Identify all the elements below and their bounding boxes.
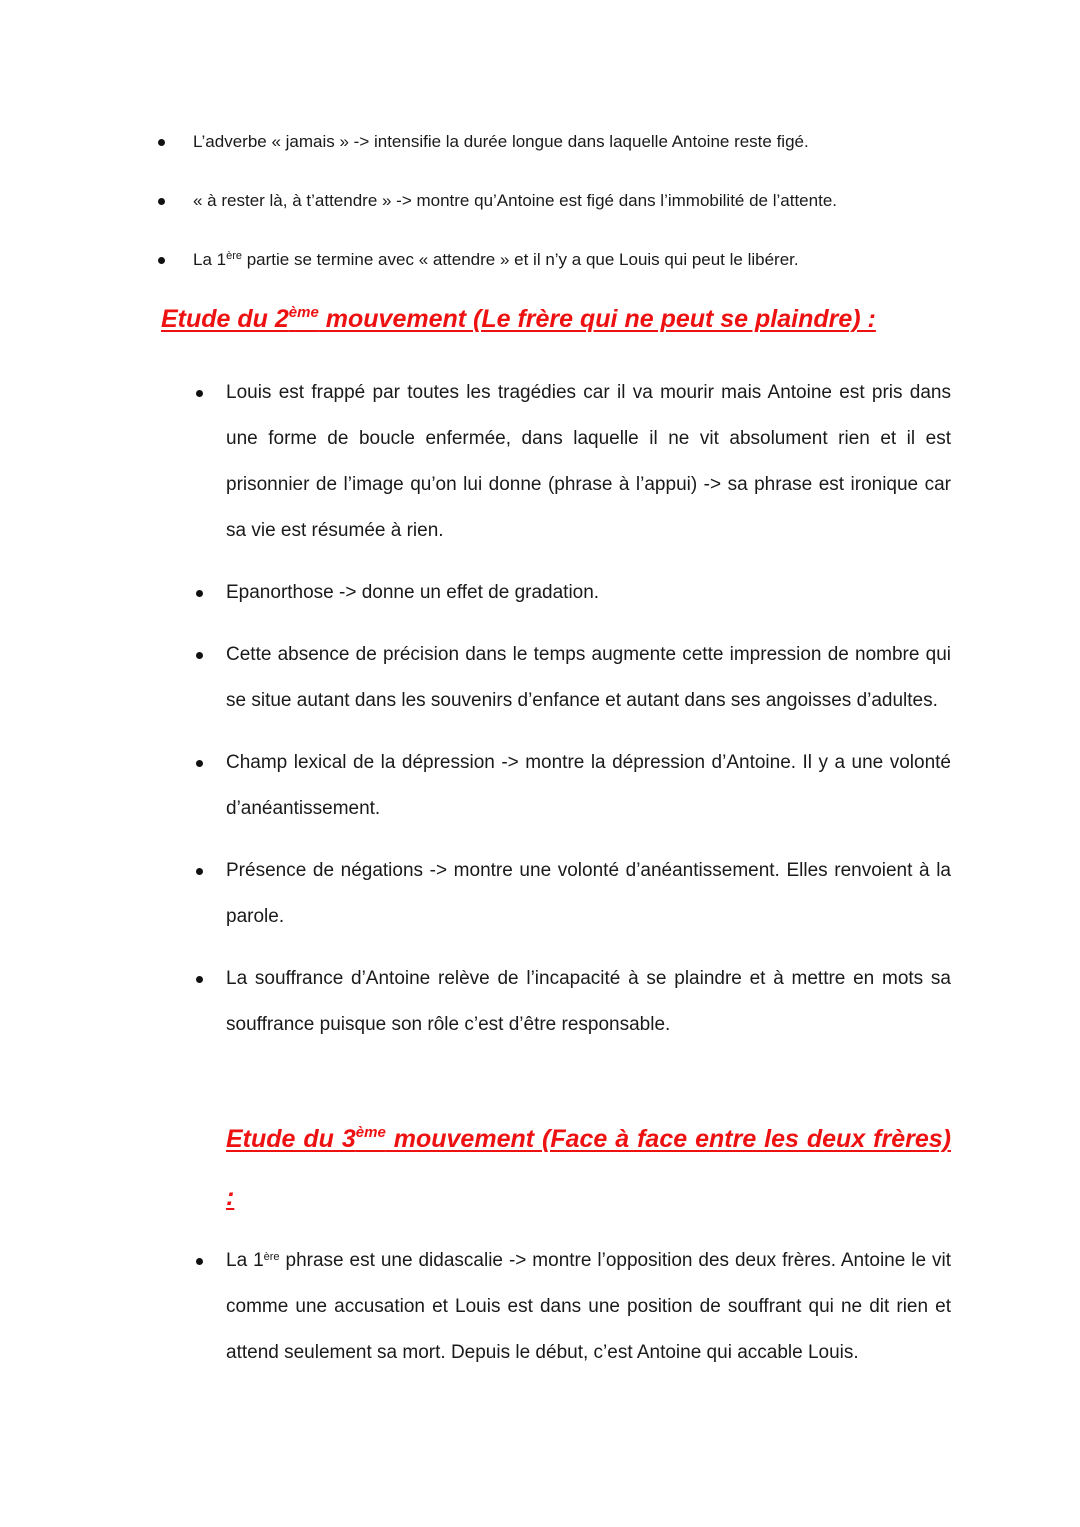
bullet-icon xyxy=(158,257,165,264)
list-item xyxy=(226,956,951,1048)
list-item xyxy=(226,740,951,832)
bullet-icon xyxy=(158,139,165,146)
top-bullet-list xyxy=(0,128,1080,305)
bullet-icon xyxy=(196,760,203,767)
list-item xyxy=(0,128,1080,187)
bullet-icon xyxy=(158,198,165,205)
list-item xyxy=(226,848,951,940)
section-heading-2: Etude du 2ème mouvement (Le frère qui ne peut se plaindre) : xyxy=(161,304,876,333)
bullet-text: La 1ère phrase est une didascalie -> montre l’opposition des deux frères. Antoine le vit comme une accusation et Louis est dans une position de souffrant qui ne dit rien et attend seulement sa mort. Depuis le début, c’est Antoine qui accable Louis. xyxy=(226,1250,951,1363)
list-item xyxy=(226,370,951,554)
list-item xyxy=(226,632,951,724)
bullet-icon xyxy=(196,868,203,875)
list-item xyxy=(226,570,951,616)
bullet-text: Présence de négations -> montre une volonté d’anéantissement. Elles renvoient à la parole. xyxy=(226,860,951,927)
bullet-text: Cette absence de précision dans le temps augmente cette impression de nombre qui se situe autant dans les souvenirs d’enfance et autant dans ses angoisses d’adultes. xyxy=(226,644,951,711)
bullet-text: La 1ère partie se termine avec « attendre » et il n’y a que Louis qui peut le libérer. xyxy=(193,250,799,269)
bullet-text: Champ lexical de la dépression -> montre la dépression d’Antoine. Il y a une volonté d’anéantissement. xyxy=(226,752,951,819)
bullet-text: La souffrance d’Antoine relève de l’incapacité à se plaindre et à mettre en mots sa souffrance puisque son rôle c’est d’être responsable. xyxy=(226,968,951,1035)
bullet-icon xyxy=(196,590,203,597)
section-2-bullet-list xyxy=(0,370,1080,1064)
bullet-icon xyxy=(196,390,203,397)
bullet-text: Louis est frappé par toutes les tragédies car il va mourir mais Antoine est pris dans une forme de boucle enfermée, dans laquelle il ne vit absolument rien et il est prisonnier de l’image qu’on lui donne (phrase à l’appui) -> sa phrase est ironique car sa vie est résumée à rien. xyxy=(226,382,951,541)
bullet-text: L’adverbe « jamais » -> intensifie la durée longue dans laquelle Antoine reste figé. xyxy=(193,132,809,151)
section-heading-3: Etude du 3ème mouvement (Face à face entre les deux frères) : xyxy=(226,1124,951,1211)
list-item xyxy=(0,246,1080,305)
bullet-icon xyxy=(196,1258,203,1265)
section-3-bullet-list xyxy=(0,1238,1080,1376)
bullet-text: « à rester là, à t’attendre » -> montre qu’Antoine est figé dans l’immobilité de l’attente. xyxy=(193,191,837,210)
bullet-icon xyxy=(196,976,203,983)
bullet-icon xyxy=(196,652,203,659)
list-item xyxy=(226,1238,951,1376)
list-item xyxy=(0,187,1080,246)
bullet-text: Epanorthose -> donne un effet de gradation. xyxy=(226,582,600,603)
